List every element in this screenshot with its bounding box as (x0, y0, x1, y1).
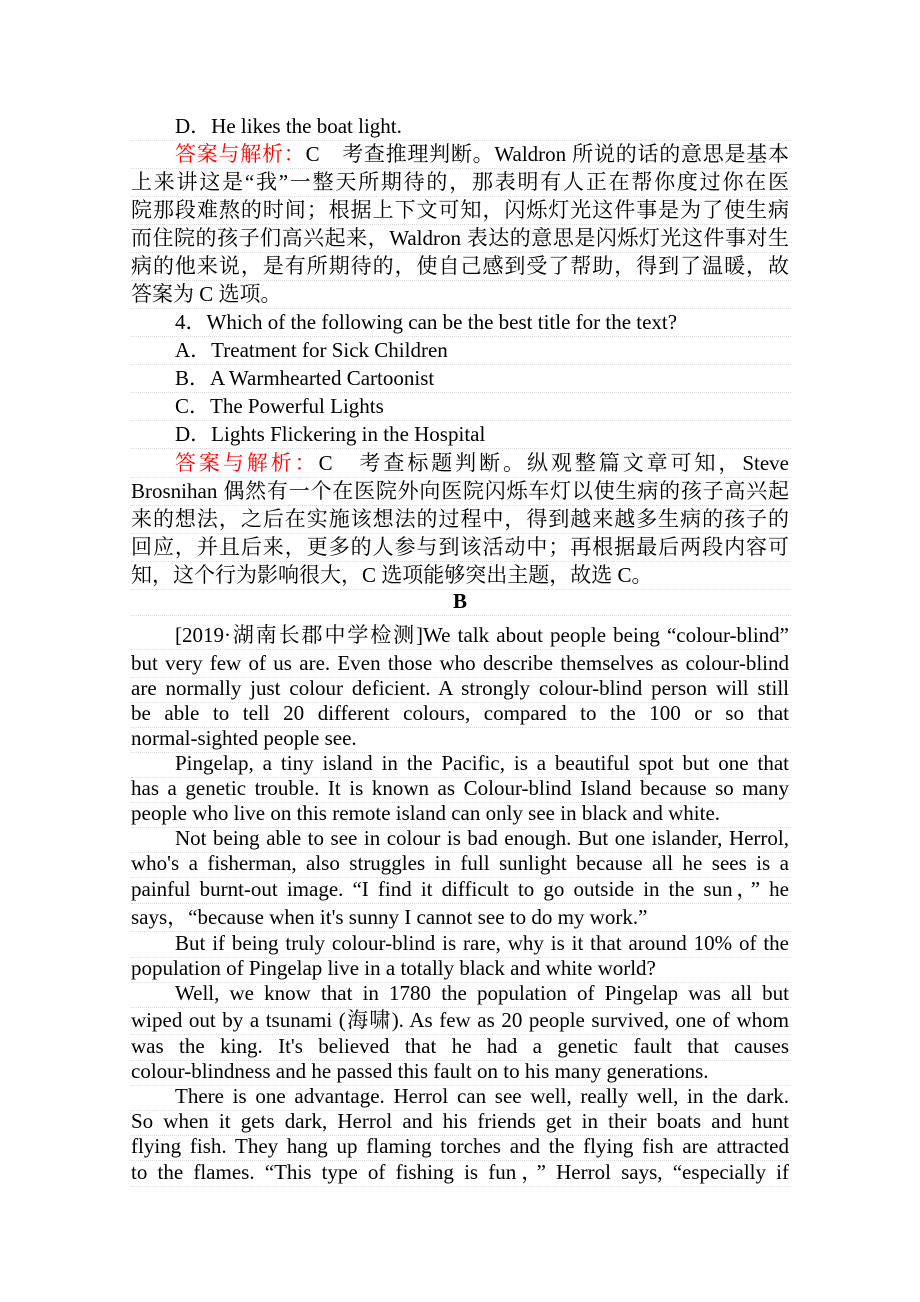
text-line (131, 561, 789, 589)
text-line (131, 954, 789, 982)
line-text: people who live on this remote island can only see in black and white. (131, 801, 721, 825)
text-line (175, 824, 789, 852)
answer-label: 答案与解析： (175, 142, 306, 166)
line-text: normal-sighted people see. (131, 726, 357, 750)
line-text: D．He likes the boat light. (175, 114, 402, 138)
line-text: population of Pingelap live in a totally black and white world? (131, 956, 656, 980)
line-divider (131, 615, 791, 616)
line-text: 上来讲这是“我”一整天所期待的，那表明有人正在帮你度过你在医 (131, 170, 789, 194)
line-text: says，“because when it's sunny I cannot see to do my work.” (131, 905, 648, 929)
text-line (175, 364, 789, 392)
line-text: D．Lights Flickering in the Hospital (175, 422, 486, 446)
text-line (131, 903, 789, 931)
text-line (131, 1057, 789, 1085)
text-line (131, 674, 789, 702)
line-text: 知，这个行为影响很大，C 选项能够突出主题，故选 C。 (131, 563, 653, 587)
line-text: Pingelap, a tiny island in the Pacific, is a beautiful spot but one that (175, 751, 789, 775)
text-line (131, 505, 789, 533)
line-text: B (452, 589, 467, 613)
text-line (131, 1132, 789, 1160)
text-line (131, 649, 789, 677)
text-line (131, 1158, 789, 1186)
text-line (175, 929, 789, 957)
text-line (131, 699, 789, 727)
line-text: to the flames. “This type of fishing is fun，” Herrol says, “especially if (131, 1160, 789, 1184)
line-text: A．Treatment for Sick Children (175, 338, 448, 362)
text-line (131, 196, 789, 224)
line-text: So when it gets dark, Herrol and his friends get in their boats and hunt (131, 1109, 789, 1133)
line-text: has a genetic trouble. It is known as Colour-blind Island because so many (131, 776, 789, 800)
text-line (131, 724, 789, 752)
answer-analysis-line (175, 449, 789, 477)
line-text: painful burnt-out image. “I find it difficult to go outside in the sun，” he (131, 877, 789, 901)
line-text: [2019·湖南长郡中学检测]We talk about people being “colour-blind” (175, 623, 789, 647)
line-text: was the king. It's believed that he had a genetic fault that causes (131, 1034, 789, 1058)
text-line (131, 849, 789, 877)
line-text: Not being able to see in colour is bad enough. But one islander, Herrol, (175, 826, 789, 850)
text-line (131, 774, 789, 802)
line-text: C 考查推理判断。Waldron 所说的话的意思是基本 (305, 142, 789, 166)
text-line (175, 979, 789, 1007)
line-text: But if being truly colour-blind is rare, why is it that around 10% of the (175, 931, 789, 955)
line-text: 答案为 C 选项。 (131, 282, 282, 306)
text-line (175, 420, 789, 448)
answer-analysis-line (175, 140, 789, 168)
text-line (131, 1006, 789, 1034)
text-line (175, 336, 789, 364)
line-text: who's a fisherman, also struggles in full sunlight because all he sees is a (131, 851, 789, 875)
text-line (175, 392, 789, 420)
answer-label: 答案与解析： (175, 451, 319, 475)
line-text: C．The Powerful Lights (175, 394, 384, 418)
text-line (131, 799, 789, 827)
line-text: 而住院的孩子们高兴起来，Waldron 表达的意思是闪烁灯光这件事对生 (131, 226, 789, 250)
text-line (131, 477, 789, 505)
line-text: but very few of us are. Even those who describe themselves as colour-blind (131, 651, 789, 675)
line-text: C 考查标题判断。纵观整篇文章可知，Steve (318, 451, 789, 475)
text-line (131, 252, 789, 280)
text-line (131, 1107, 789, 1135)
line-text: 来的想法，之后在实施该想法的过程中，得到越来越多生病的孩子的 (131, 507, 789, 531)
section-heading (131, 587, 789, 615)
text-line (175, 112, 789, 140)
text-line (131, 280, 789, 308)
line-divider (131, 1186, 791, 1187)
line-text: are normally just colour deficient. A strongly colour-blind person will still (131, 676, 789, 700)
line-text: There is one advantage. Herrol can see well, really well, in the dark. (175, 1084, 789, 1108)
text-line (131, 1032, 789, 1060)
text-line (175, 308, 789, 336)
text-line (175, 621, 789, 649)
text-line (175, 749, 789, 777)
line-text: 回应，并且后来，更多的人参与到该活动中；再根据最后两段内容可 (131, 535, 789, 559)
text-line (131, 875, 789, 903)
line-text: Well, we know that in 1780 the population of Pingelap was all but (175, 981, 789, 1005)
line-text: B．A Warmhearted Cartoonist (175, 366, 435, 390)
line-text: 病的他来说，是有所期待的，使自己感到受了帮助，得到了温暖，故 (131, 254, 789, 278)
line-text: colour-blindness and he passed this fault on to his many generations. (131, 1059, 709, 1083)
text-line (131, 224, 789, 252)
text-line (131, 533, 789, 561)
line-text: Brosnihan 偶然有一个在医院外向医院闪烁车灯以使生病的孩子高兴起 (131, 479, 789, 503)
line-text: wiped out by a tsunami (海啸). As few as 20 people survived, one of whom (131, 1008, 789, 1032)
line-text: 院那段难熬的时间；根据上下文可知，闪烁灯光这件事是为了使生病 (131, 198, 789, 222)
line-text: be able to tell 20 different colours, compared to the 100 or so that (131, 701, 789, 725)
text-line (175, 1082, 789, 1110)
text-line (131, 168, 789, 196)
line-text: 4．Which of the following can be the best title for the text? (175, 310, 678, 334)
line-text: flying fish. They hang up flaming torches and the flying fish are attracted (131, 1134, 789, 1158)
